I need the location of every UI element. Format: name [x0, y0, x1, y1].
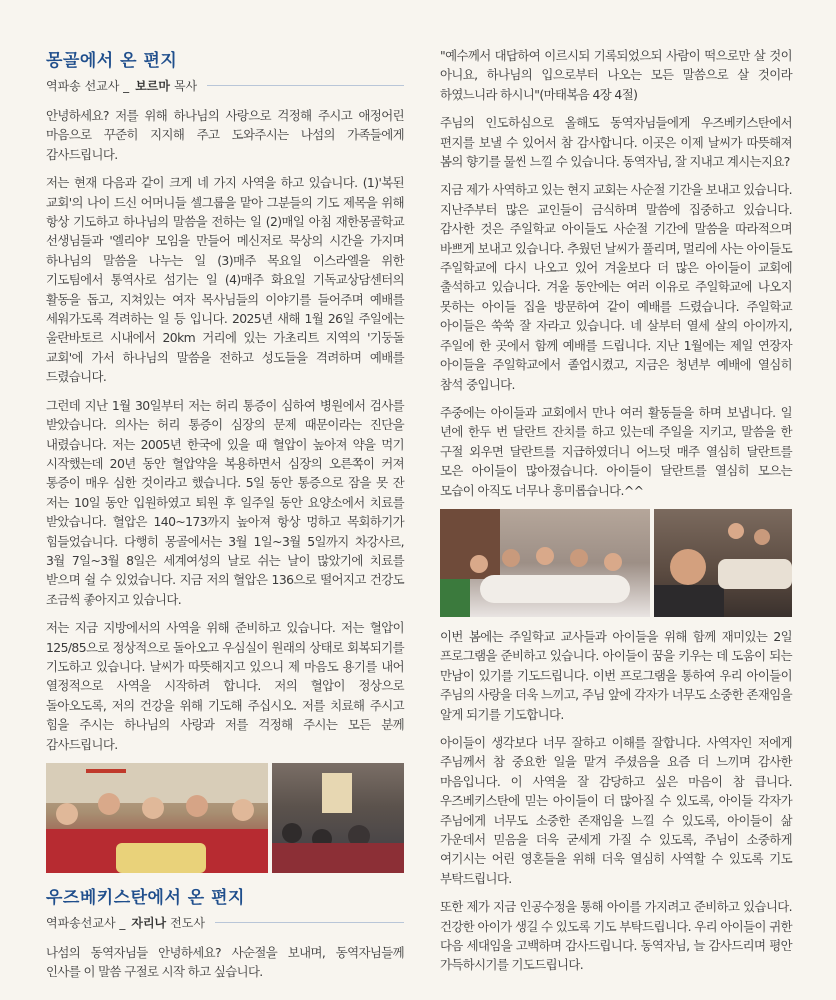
photo-mothers-cell-group: [46, 763, 268, 873]
photo-church-worship: [272, 763, 404, 873]
uzbek-author-name: 자리나: [131, 916, 167, 930]
photo-children-selfie: [654, 509, 792, 617]
uzbek-paragraph: 지금 제가 사역하고 있는 현지 교회는 사순절 기간을 보내고 있습니다. 지난주부터 많은 교인들이 금식하며 말씀에 집중하고 있습니다. 감사한 것은 주일학교 아이들도 사순절 기간에 말씀을 따라적으며 바쁘게 보내고 있습니다. 추웠던 날씨가 풀리며, 멀리에 사는 아이들도 주일학교에 다시 나오고 있어 겨울보다 더 많은 아이들이 교회에 출석하고 있습니다. 겨울 동안에는 여러 이유로 주일학교에 나오지 못하는 아이들 집을 방문하여 같이 예배를 드렸습니다. 주일학교 아이들은 쑥쑥 잘 자라고 있습니다. 네 살부터 열세 살의 아이까지, 주일에 한 곳에서 함께 예배를 드립니다. 지난 1월에는 제일 연장자 아이들을 주일학교에서 졸업시켰고, 지금은 청년부 예배에 열심히 참석 중입니다.: [440, 182, 792, 392]
mongolia-paragraph: 그런데 지난 1월 30일부터 저는 허리 통증이 심하여 병원에서 검사를 받았습니다. 의사는 허리 통증이 심장의 문제 때문이라는 진단을 내렸습니다. 저는 2005년 한국에 있을 때 혈압이 높아져 약을 먹기 시작했는데 20년 동안 혈압약을 복용하면서 심장의 오른쪽이 커져 통증이 매우 심한 것이라고 했습니다. 5일 동안 통증으로 잠을 못 잔 저는 10일 동안 입원하였고 퇴원 후 일주일 동안 요양소에서 치료를 받았습니다. 혈압은 140~173까지 높아져 항상 멍하고 목회하기가 힘들었습니다. 다행히 몽골에서는 3월 1일~3월 5일까지 차강사르, 3월 7일~3월 8일은 세계여성의 날로 쉬는 날이 많았기에 치료를 받으며 쉴 수 있었습니다. 지금 저의 혈압은 136으로 떨어지고 건강도 조금씩 좋아지고 있습니다.: [46, 397, 404, 607]
uzbek-role: 역파송선교사 _: [46, 916, 126, 930]
uzbek-photos: [440, 509, 792, 617]
mongolia-byline: [46, 77, 404, 94]
byline-divider: [207, 85, 404, 86]
byline-divider: [215, 922, 404, 923]
right-column: [440, 0, 792, 984]
mongolia-role: 역파송 선교사 _: [46, 79, 130, 93]
uzbek-paragraph: 아이들이 생각보다 너무 잘하고 이해를 잘합니다. 사역자인 저에게 주님께서 참 중요한 일을 맡겨 주셨음을 요즘 더 느끼며 감사한 마음입니다. 이 사역을 잘 감당하고 싶은 마음이 참 큽니다. 우즈베키스탄에 믿는 아이들이 더 많아질 수 있도록, 아이들 각자가 주님에게 너무도 소중한 존재임을 느낄 수 있도록, 아이들이 삶 가운데서 믿음을 더욱 굳세게 가질 수 있도록, 주님이 소중하게 여기시는 어린 영혼들을 위해 더욱 열심히 사역할 수 있도록 기도 부탁드립니다.: [440, 734, 792, 886]
uzbek-paragraph: 이번 봄에는 주일학교 교사들과 아이들을 위해 함께 재미있는 2일 프로그램을 준비하고 있습니다. 아이들이 꿈을 키우는 데 도움이 되는 만남이 있기를 기도드립니다. 이번 프로그램을 통하여 우리 아이들이 주님의 사랑을 더욱 느끼고, 주님 앞에 각자가 너무도 소중한 존재임을 알게 되기를 기도합니다.: [440, 628, 792, 722]
uzbek-scripture-quote: "예수께서 대답하여 이르시되 기록되었으되 사람이 떡으로만 살 것이 아니요, 하나님의 입으로부터 나오는 모든 말씀으로 살 것이라 하였느니라 하시니"(마태복음 4장 4절): [440, 48, 792, 102]
uzbek-paragraph: 주님의 인도하심으로 올해도 동역자님들에게 우즈베키스탄에서 편지를 보낼 수 있어서 참 감사합니다. 이곳은 이제 날씨가 따뜻해져 봄의 향기를 물씬 느낄 수 있습니다. 동역자님, 잘 지내고 계시는지요?: [440, 115, 792, 170]
mongolia-title: 몽골에서 온 편지: [46, 51, 178, 71]
uzbek-paragraph: 또한 제가 지금 인공수정을 통해 아이를 가지려고 준비하고 있습니다. 건강한 아이가 생길 수 있도록 기도 부탁드립니다. 우리 아이들이 귀한 다음 세대임을 고백하며 감사드립니다. 동역자님, 늘 감사드리며 평안 가득하시기를 기도드립니다.: [440, 899, 792, 973]
photo-sunday-school-table: [440, 509, 650, 617]
left-column: [46, 0, 404, 991]
mongolia-author-position: 목사: [173, 79, 198, 93]
uzbek-author-position: 전도사: [170, 916, 205, 930]
mongolia-author-name: 보르마: [135, 79, 170, 93]
mongolia-paragraph: 저는 지금 지방에서의 사역을 위해 준비하고 있습니다. 저는 혈압이 125/85으로 정상적으로 돌아오고 우심실이 원래의 상태로 회복되기를 기도하고 있습니다. 날씨가 따뜻해지고 있으니 제 마음도 용기를 내어 열정적으로 사역을 시작하려 합니다. 저의 혈압이 정상으로 돌아오도록, 저의 건강을 위해 기도해 주십시오. 저를 치료해 주시고 힘을 주시는 하나님의 사랑과 저를 걱정해 주시는 모든 분께 감사드립니다.: [46, 620, 404, 752]
uzbek-byline: [46, 914, 404, 931]
mongolia-paragraph: 안녕하세요? 저를 위해 하나님의 사랑으로 걱정해 주시고 애정어린 마음으로 꾸준히 지지해 주고 도와주시는 나섬의 가족들에게 감사드립니다.: [46, 108, 404, 162]
mongolia-photos: [46, 763, 404, 873]
uzbek-paragraph: 주중에는 아이들과 교회에서 만나 여러 활동들을 하며 보냅니다. 일 년에 한두 번 달란트 잔치를 하고 있는데 주일을 지키고, 말씀을 한 구절 외우면 달란트를 지급하였더니 어느덧 매주 열심히 달란트를 모은 아이들이 많아졌습니다. 아이들이 달란트를 열심히 모으는 모습이 아직도 너무나 흥미롭습니다.^^: [440, 404, 792, 498]
uzbek-intro: 나섬의 동역자님들 안녕하세요? 사순절을 보내며, 동역자님들께 인사를 이 말씀 구절로 시작 하고 싶습니다.: [46, 945, 404, 980]
uzbek-title: 우즈베키스탄에서 온 편지: [46, 888, 245, 908]
mongolia-paragraph: 저는 현재 다음과 같이 크게 네 가지 사역을 하고 있습니다. (1)'복된 교회'의 나이 드신 어머니들 셀그룹을 맡아 그분들의 기도 제목을 위해 항상 기도하고 하나님의 말씀을 전하는 일 (2)매일 아침 재한몽골학교 선생님들과 '엘리야' 모임을 만들어 메신저로 묵상의 시간을 가지며 하나님의 말씀을 나누는 일 (3)매주 목요일 이스라엘을 위한 기도팀에서 통역사로 섬기는 일 (4)매주 화요일 기독교상담센터의 활동을 돕고, 지쳐있는 여자 목사님들의 이야기를 들어주며 예배를 세워가도록 격려하는 일 등 입니다. 2025년 새해 1월 26일 주일에는 울란바토르 시내에서 20km 거리에 있는 가초리트 지역의 '기둥돌 교회'에 가서 하나님의 말씀을 전하고 성도들을 격려하며 예배를 드렸습니다.: [46, 175, 404, 385]
